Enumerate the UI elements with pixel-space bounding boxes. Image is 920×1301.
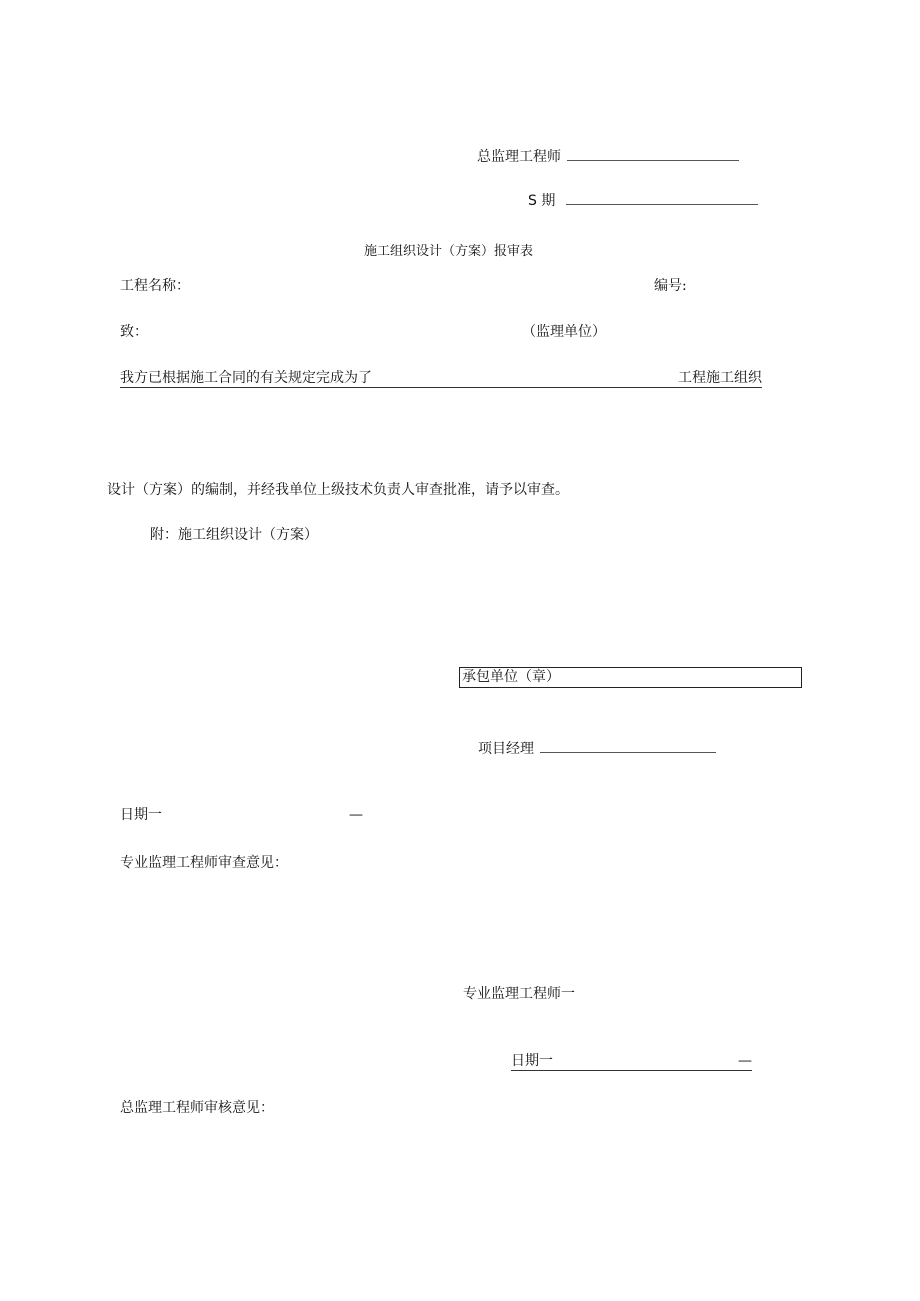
chief-opinion-label: 总监理工程师审核意见： <box>120 1100 274 1116</box>
header-date-row <box>528 190 758 210</box>
contractor-seal-label: 承包单位（章） <box>462 669 560 685</box>
number-label: 编号: <box>654 278 687 294</box>
date1-label: 日期一 <box>120 807 162 823</box>
specialist-engineer-label: 专业监理工程师一 <box>463 986 575 1002</box>
date2-label: 日期一 <box>511 1053 553 1069</box>
specialist-opinion-label: 专业监理工程师审查意见： <box>120 855 288 871</box>
form-title: 施工组织设计（方案）报审表 <box>364 244 534 259</box>
body-line-1-end: 工程施工组织 <box>678 370 762 386</box>
project-name-label: 工程名称： <box>120 278 190 294</box>
project-manager-signature-line <box>540 738 716 753</box>
body-line-2: 设计（方案）的编制，并经我单位上级技术负责人审查批准，请予以审查。 <box>107 482 569 498</box>
project-manager-label: 项目经理 <box>478 741 534 757</box>
supervisor-unit-label: （监理单位） <box>522 324 606 340</box>
chief-engineer-signature-line <box>567 146 739 161</box>
body-line-1 <box>120 369 762 388</box>
header-date-line <box>566 190 758 205</box>
date1-end-mark: — <box>349 807 363 823</box>
date2-end-mark: — <box>738 1053 752 1069</box>
date2-row <box>511 1052 752 1071</box>
chief-engineer-signature-row <box>477 146 739 166</box>
project-manager-row <box>478 738 716 758</box>
header-date-label: S 期 <box>528 193 556 209</box>
attachment-label: 附：施工组织设计（方案） <box>150 527 318 543</box>
contractor-seal-box <box>459 667 802 688</box>
body-line-1-start: 我方已根据施工合同的有关规定完成为了 <box>120 370 372 386</box>
to-label: 致： <box>120 324 148 340</box>
chief-engineer-label: 总监理工程师 <box>477 149 561 165</box>
